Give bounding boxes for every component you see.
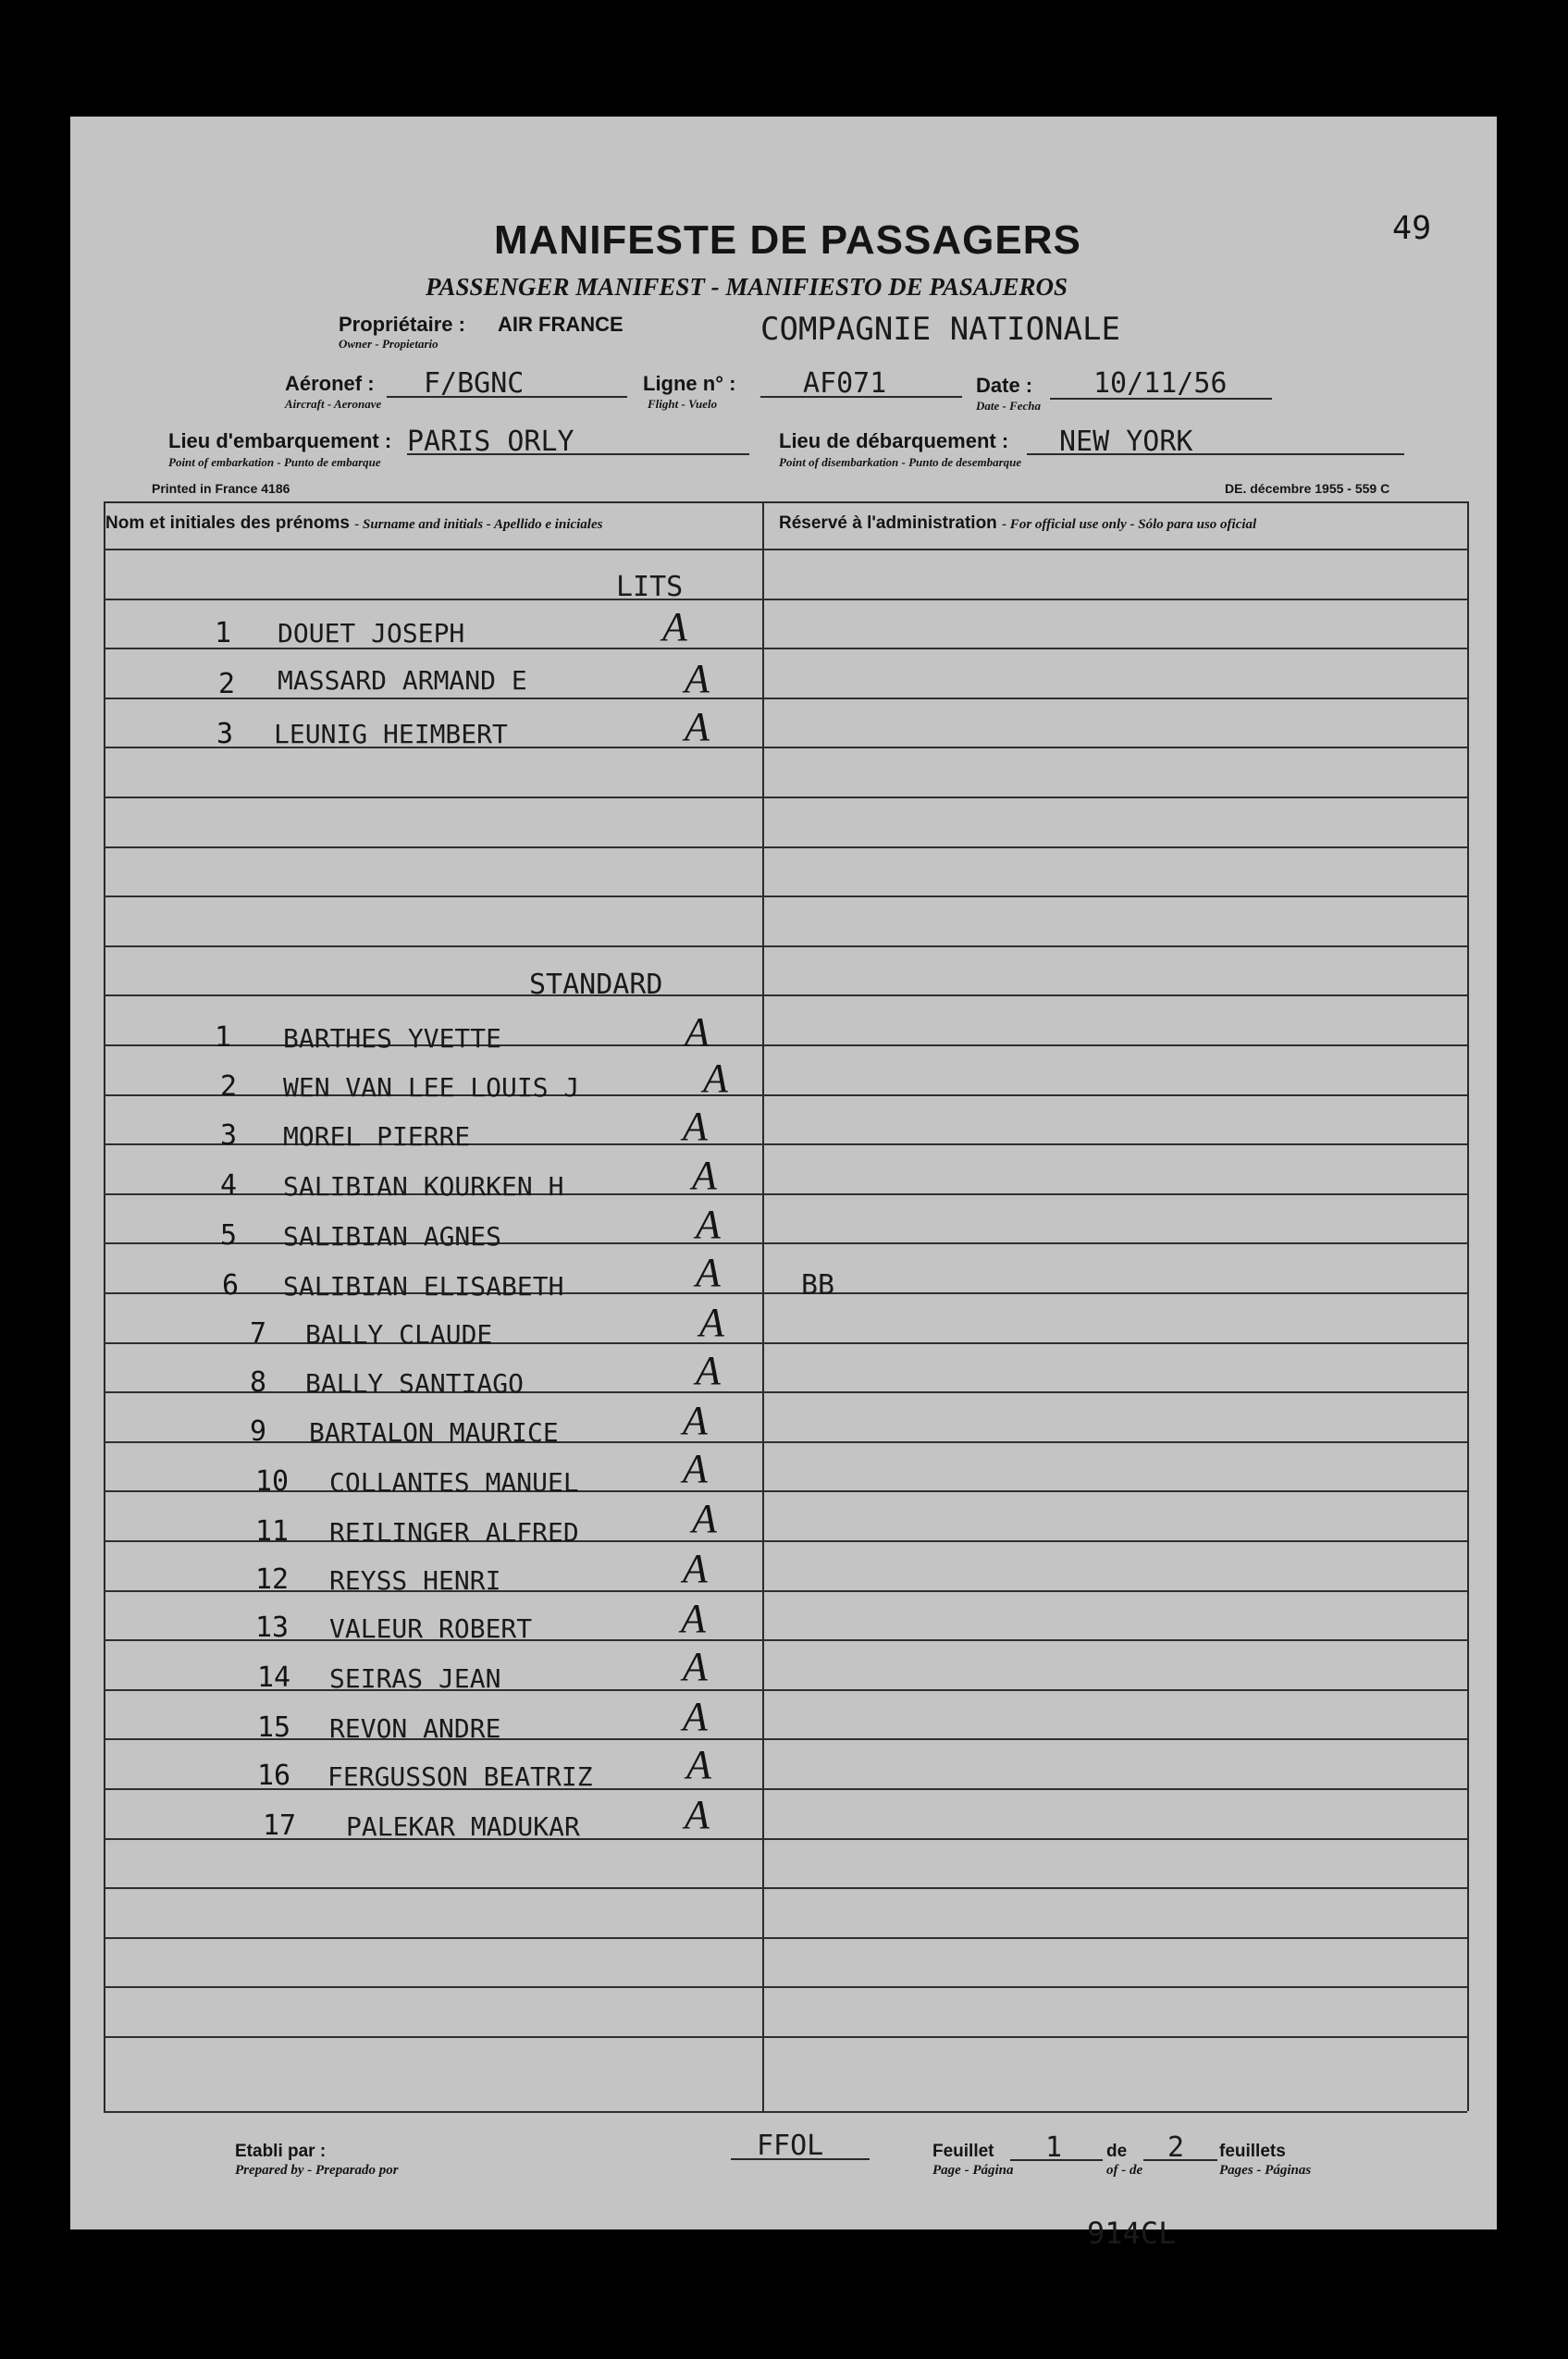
sheet-label: Feuillet [932,2142,994,2161]
passenger-number: 14 [257,1661,291,1694]
section-heading-lits: LITS [616,571,684,603]
ruled-line [104,1689,1467,1691]
passenger-name: SALIBIAN AGNES [283,1221,502,1252]
names-header-label: Nom et initiales des prénoms [105,513,350,533]
page-number: 49 [1392,210,1432,247]
passenger-name: PALEKAR MADUKAR [346,1811,580,1842]
aircraft-label: Aéronef : [285,372,375,395]
passenger-name: MASSARD ARMAND E [278,665,527,696]
pages-label: feuillets [1219,2142,1286,2161]
total-sheets-value: 2 [1167,2131,1185,2164]
passenger-number: 15 [257,1711,291,1744]
check-mark: A [703,1056,728,1101]
disembarkation-label: Lieu de débarquement : [779,429,1009,452]
check-mark: A [692,1496,717,1541]
ruled-line [104,599,1467,600]
ruled-line [104,1639,1467,1641]
names-header-sub: - Surname and initials - Apellido e iniciales [354,517,603,532]
check-mark: A [685,1009,710,1055]
pages-label-sub: Pages - Páginas [1219,2163,1312,2178]
aircraft-value: F/BGNC [424,367,525,400]
passenger-name: REYSS HENRI [329,1565,501,1596]
passenger-number: 4 [220,1169,238,1202]
check-mark: A [686,1742,711,1787]
flight-label: Ligne n° : [643,372,736,395]
sheet-label-sub: Page - Página [932,2163,1014,2178]
passenger-number: 2 [218,668,236,700]
passenger-name: SALIBIAN KOURKEN H [283,1171,564,1202]
ruled-line [104,945,1467,947]
owner-label-sub: Owner - Propietario [339,337,438,351]
passenger-name: WEN VAN LEE LOUIS J [283,1072,580,1103]
check-mark: A [683,1446,708,1491]
passenger-name: REILINGER ALFRED [329,1517,579,1548]
passenger-number: 5 [220,1219,238,1252]
passenger-name: VALEUR ROBERT [329,1613,533,1644]
ruled-line [104,1738,1467,1740]
check-mark: A [696,1202,721,1247]
check-mark: A [683,1398,708,1443]
passenger-number: 7 [250,1317,267,1350]
aircraft-label-sub: Aircraft - Aeronave [285,397,382,411]
of-sub: of - de [1106,2163,1143,2178]
owner-label: Propriétaire : [339,313,465,336]
passenger-number: 2 [220,1070,238,1103]
check-mark: A [685,704,710,749]
ruled-line [104,1838,1467,1840]
passenger-number: 16 [257,1760,291,1792]
passenger-number: 1 [215,617,232,649]
table-bottom-line [104,2111,1467,2113]
check-mark: A [685,1792,710,1837]
flight-label-sub: Flight - Vuelo [648,397,718,411]
passenger-name: COLLANTES MANUEL [329,1467,579,1498]
ruled-line [104,1937,1467,1939]
prepared-by-sub: Prepared by - Preparado por [235,2163,399,2178]
ruled-line [104,1887,1467,1889]
ruled-line [104,549,1467,550]
admin-note: BB [801,1269,835,1302]
passenger-number: 17 [263,1809,297,1842]
ruled-line [104,1540,1467,1542]
passenger-name: MOREL PIERRE [283,1121,471,1152]
check-mark: A [662,604,687,649]
passenger-name: SALIBIAN ELISABETH [283,1271,564,1302]
form-code: DE. décembre 1955 - 559 C [1225,481,1390,496]
passenger-number: 12 [255,1563,290,1596]
passenger-number: 3 [216,718,234,750]
flight-value: AF071 [803,367,887,400]
passenger-number: 6 [222,1269,240,1302]
date-label: Date : [976,374,1033,397]
embarkation-label: Lieu d'embarquement : [168,429,392,452]
owner-typed-value: COMPAGNIE NATIONALE [760,311,1120,348]
admin-header-label: Réservé à l'administration [779,513,997,533]
section-heading-standard: STANDARD [529,969,663,1001]
check-mark: A [692,1153,717,1198]
embarkation-label-sub: Point of embarkation - Punto de embarque [168,455,381,469]
owner-printed-value: AIR FRANCE [498,313,623,336]
passenger-name: BARTHES YVETTE [283,1023,502,1054]
passenger-number: 9 [250,1415,267,1448]
ruled-line [104,2036,1467,2038]
ruled-line [104,846,1467,848]
check-mark: A [683,1644,708,1689]
ruled-line [104,1788,1467,1790]
sheet-value: 1 [1045,2131,1063,2164]
admin-header-sub: - For official use only - Sólo para uso oficial [1002,517,1257,532]
passenger-name: LEUNIG HEIMBERT [274,719,508,749]
check-mark: A [699,1300,724,1345]
passenger-number: 11 [255,1515,290,1548]
check-mark: A [683,1694,708,1739]
passenger-name: BALLY CLAUDE [305,1319,493,1350]
disembarkation-label-sub: Point of disembarkation - Punto de desembarque [779,455,1022,469]
document-title: MANIFESTE DE PASSAGERS [494,217,1081,263]
ruled-line [104,994,1467,996]
prepared-by-label: Etabli par : [235,2142,327,2161]
bottom-code: 914CL [1087,2216,1177,2251]
of-label: de [1106,2142,1128,2161]
column-header-admin [779,513,1256,534]
date-value: 10/11/56 [1093,367,1228,400]
passenger-name: BARTALON MAURICE [309,1417,559,1448]
passenger-name: REVON ANDRE [329,1713,501,1744]
passenger-number: 1 [215,1021,232,1054]
ruled-line [104,1986,1467,1988]
check-mark: A [683,1546,708,1591]
ruled-line [104,895,1467,897]
disembarkation-value: NEW YORK [1059,426,1193,458]
passenger-number: 10 [255,1465,290,1498]
passenger-name: DOUET JOSEPH [278,618,465,648]
check-mark: A [696,1250,721,1295]
date-label-sub: Date - Fecha [976,399,1042,413]
ruled-line [104,1590,1467,1592]
passenger-name: BALLY SANTIAGO [305,1368,525,1399]
passenger-number: 3 [220,1119,238,1152]
check-mark: A [685,656,710,701]
check-mark: A [696,1348,721,1393]
check-mark: A [681,1596,706,1641]
passenger-number: 8 [250,1366,267,1399]
ruled-line [104,698,1467,699]
ruled-line [104,1490,1467,1492]
check-mark: A [683,1104,708,1149]
column-header-names [105,513,602,534]
passenger-name: FERGUSSON BEATRIZ [327,1761,593,1792]
document-subtitle: PASSENGER MANIFEST - MANIFIESTO DE PASAJEROS [426,273,1068,301]
passenger-name: SEIRAS JEAN [329,1663,501,1694]
printed-in-note: Printed in France 4186 [152,481,290,496]
embarkation-value: PARIS ORLY [407,426,574,458]
prepared-by-value: FFOL [757,2130,824,2162]
ruled-line [104,797,1467,798]
passenger-number: 13 [255,1612,290,1644]
